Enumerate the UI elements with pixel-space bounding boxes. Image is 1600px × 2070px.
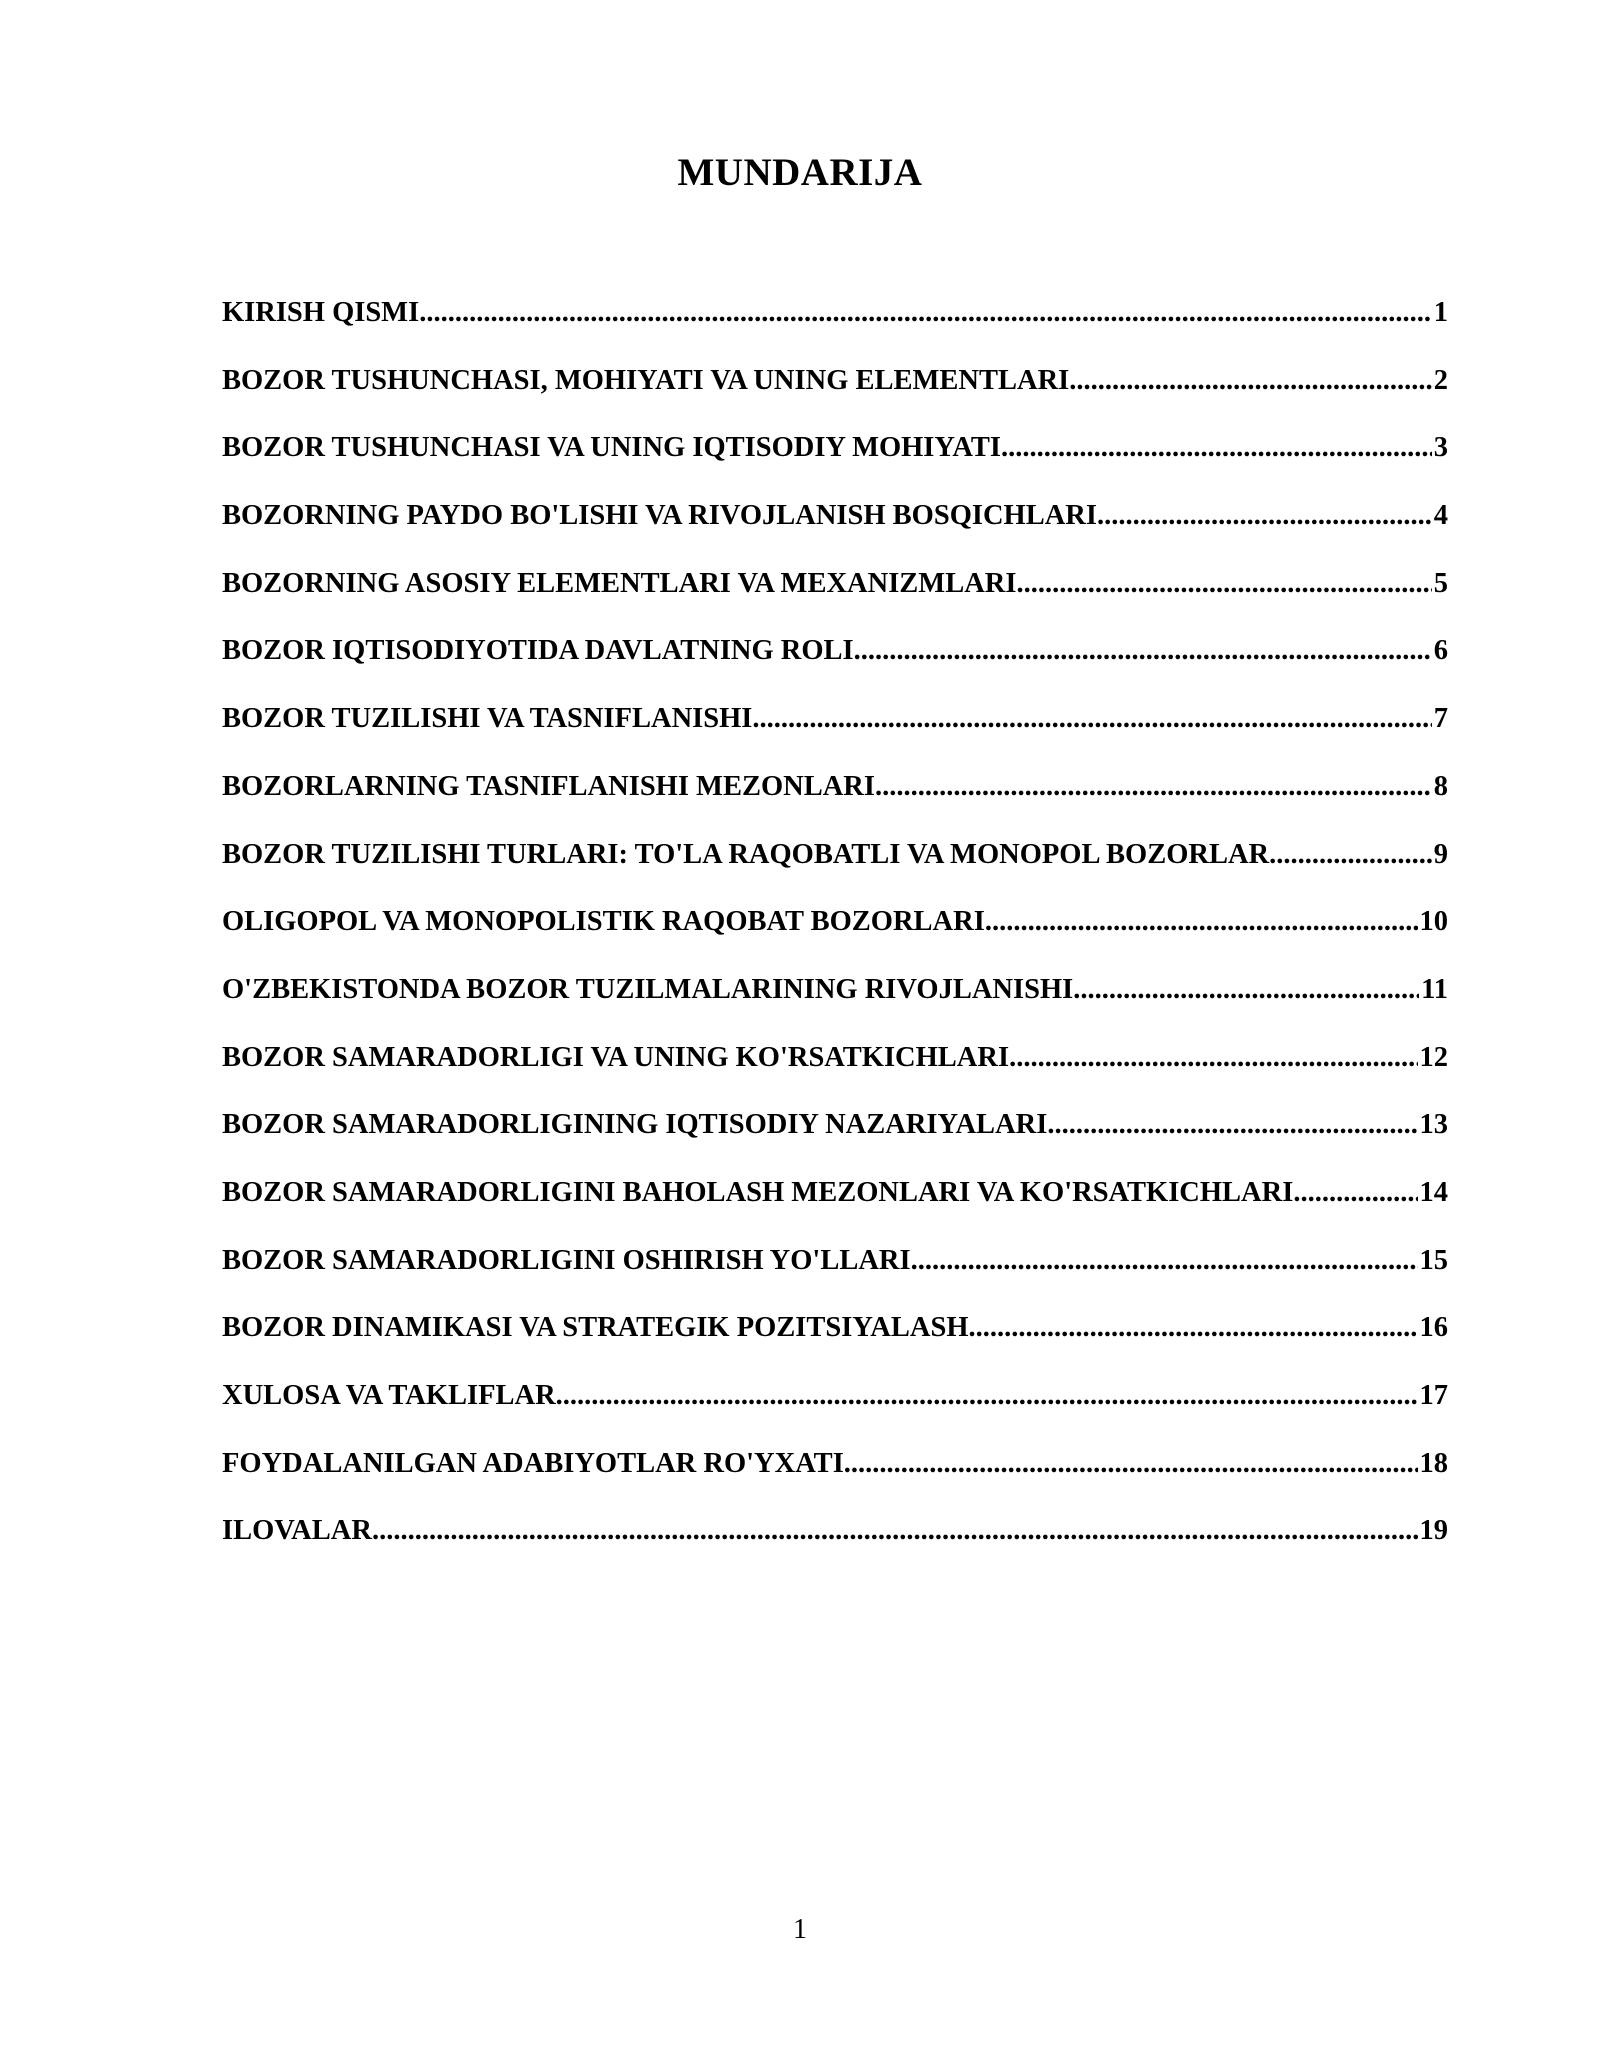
toc-entry-label: XULOSA VA TAKLIFLAR <box>222 1380 556 1411</box>
toc-entry-page: 12 <box>1419 1041 1448 1073</box>
toc-entry-label: O'ZBEKISTONDA BOZOR TUZILMALARINING RIVOJLANISHI <box>222 973 1074 1005</box>
toc-leader-dots <box>1073 965 1419 1015</box>
toc-entry-page: 19 <box>1419 1515 1448 1547</box>
toc-entry-page: 14 <box>1419 1176 1448 1208</box>
toc-entry[interactable] <box>222 1236 1448 1304</box>
toc-entry-page: 9 <box>1433 838 1448 870</box>
toc-entry[interactable] <box>222 288 1448 356</box>
toc-entry-page: 1 <box>1433 297 1448 328</box>
toc-entry-label: BOZOR IQTISODIYOTIDA DAVLATNING ROLI <box>222 635 854 667</box>
toc-leader-dots <box>969 1303 1418 1353</box>
toc-entry[interactable] <box>222 626 1448 694</box>
toc-entry-label: BOZORLARNING TASNIFLANISHI MEZONLARI <box>222 770 875 802</box>
toc-entry[interactable] <box>222 1100 1448 1168</box>
toc-entry[interactable] <box>222 423 1448 491</box>
toc-entry[interactable] <box>222 1506 1448 1574</box>
toc-entry-label: BOZORNING PAYDO BO'LISHI VA RIVOJLANISH BOSQICHLARI <box>222 500 1097 532</box>
toc-leader-dots <box>752 694 1431 744</box>
toc-entry-label: KIRISH QISMI <box>222 297 420 328</box>
toc-entry[interactable] <box>222 356 1448 424</box>
toc-leader-dots <box>1047 1100 1417 1150</box>
toc-entry-page: 11 <box>1421 973 1448 1005</box>
toc-entry[interactable] <box>222 694 1448 762</box>
toc-leader-dots <box>911 1236 1418 1286</box>
toc-entry[interactable] <box>222 1303 1448 1371</box>
toc-entry-label: BOZOR SAMARADORLIGI VA UNING KO'RSATKICHLARI <box>222 1041 1010 1073</box>
toc-entry[interactable] <box>222 897 1448 965</box>
toc-entry[interactable] <box>222 491 1448 559</box>
toc-entry-label: BOZOR SAMARADORLIGINING IQTISODIY NAZARIYALARI <box>222 1109 1048 1141</box>
toc-leader-dots <box>1069 356 1431 406</box>
toc-entry-label: BOZOR TUSHUNCHASI, MOHIYATI VA UNING ELEMENTLARI <box>222 364 1070 396</box>
toc-entry-label: FOYDALANILGAN ADABIYOTLAR RO'YXATI <box>222 1447 844 1479</box>
toc-entry-label: BOZOR SAMARADORLIGINI BAHOLASH MEZONLARI VA KO'RSATKICHLARI <box>222 1176 1294 1208</box>
toc-entry-page: 8 <box>1433 770 1448 802</box>
toc-entry-label: BOZOR TUZILISHI TURLARI: TO'LA RAQOBATLI VA MONOPOL BOZORLAR <box>222 838 1270 870</box>
toc-entry[interactable] <box>222 1439 1448 1507</box>
toc-entry-page: 4 <box>1433 500 1448 532</box>
toc-entry[interactable] <box>222 1168 1448 1236</box>
toc-entry-page: 7 <box>1433 703 1448 735</box>
toc-entry-label: BOZOR TUZILISHI VA TASNIFLANISHI <box>222 703 753 735</box>
toc-entry-label: OLIGOPOL VA MONOPOLISTIK RAQOBAT BOZORLARI <box>222 906 985 938</box>
toc-leader-dots <box>1097 491 1432 541</box>
toc-entry-label: BOZORNING ASOSIY ELEMENTLARI VA MEXANIZMLARI <box>222 567 1017 599</box>
toc-entry-page: 15 <box>1419 1244 1448 1276</box>
toc-entry-page: 10 <box>1419 906 1448 938</box>
toc-leader-dots <box>1009 1033 1417 1083</box>
toc-leader-dots <box>844 1439 1418 1489</box>
toc-entry[interactable] <box>222 965 1448 1033</box>
toc-leader-dots <box>372 1506 1418 1556</box>
toc-leader-dots <box>854 626 1432 676</box>
toc-entry[interactable] <box>222 762 1448 830</box>
toc-leader-dots <box>556 1371 1418 1421</box>
toc-entry-page: 6 <box>1433 635 1448 667</box>
toc-entry-page: 17 <box>1419 1380 1448 1411</box>
toc-entry-page: 3 <box>1433 432 1448 464</box>
toc-entry[interactable] <box>222 1371 1448 1439</box>
toc-leader-dots <box>1269 830 1432 880</box>
toc-entry-label: ILOVALAR <box>222 1515 372 1547</box>
toc-entry-page: 2 <box>1433 364 1448 396</box>
toc-leader-dots <box>1001 423 1432 473</box>
toc-entry-label: BOZOR DINAMIKASI VA STRATEGIK POZITSIYALASH <box>222 1312 969 1344</box>
table-of-contents <box>222 288 1448 1574</box>
page-number: 1 <box>793 1914 807 1945</box>
toc-leader-dots <box>419 288 1432 338</box>
toc-entry[interactable] <box>222 1033 1448 1101</box>
toc-leader-dots <box>1293 1168 1417 1218</box>
toc-entry-label: BOZOR SAMARADORLIGINI OSHIRISH YO'LLARI <box>222 1244 911 1276</box>
toc-entry-page: 18 <box>1419 1447 1448 1479</box>
toc-entry-label: BOZOR TUSHUNCHASI VA UNING IQTISODIY MOHIYATI <box>222 432 1001 464</box>
toc-entry[interactable] <box>222 830 1448 898</box>
toc-entry-page: 16 <box>1419 1312 1448 1344</box>
toc-entry-page: 13 <box>1419 1109 1448 1141</box>
toc-entry[interactable] <box>222 559 1448 627</box>
toc-leader-dots <box>875 762 1432 812</box>
page-title: MUNDARIJA <box>677 151 923 194</box>
toc-entry-page: 5 <box>1433 567 1448 599</box>
toc-leader-dots <box>985 897 1418 947</box>
toc-leader-dots <box>1016 559 1431 609</box>
